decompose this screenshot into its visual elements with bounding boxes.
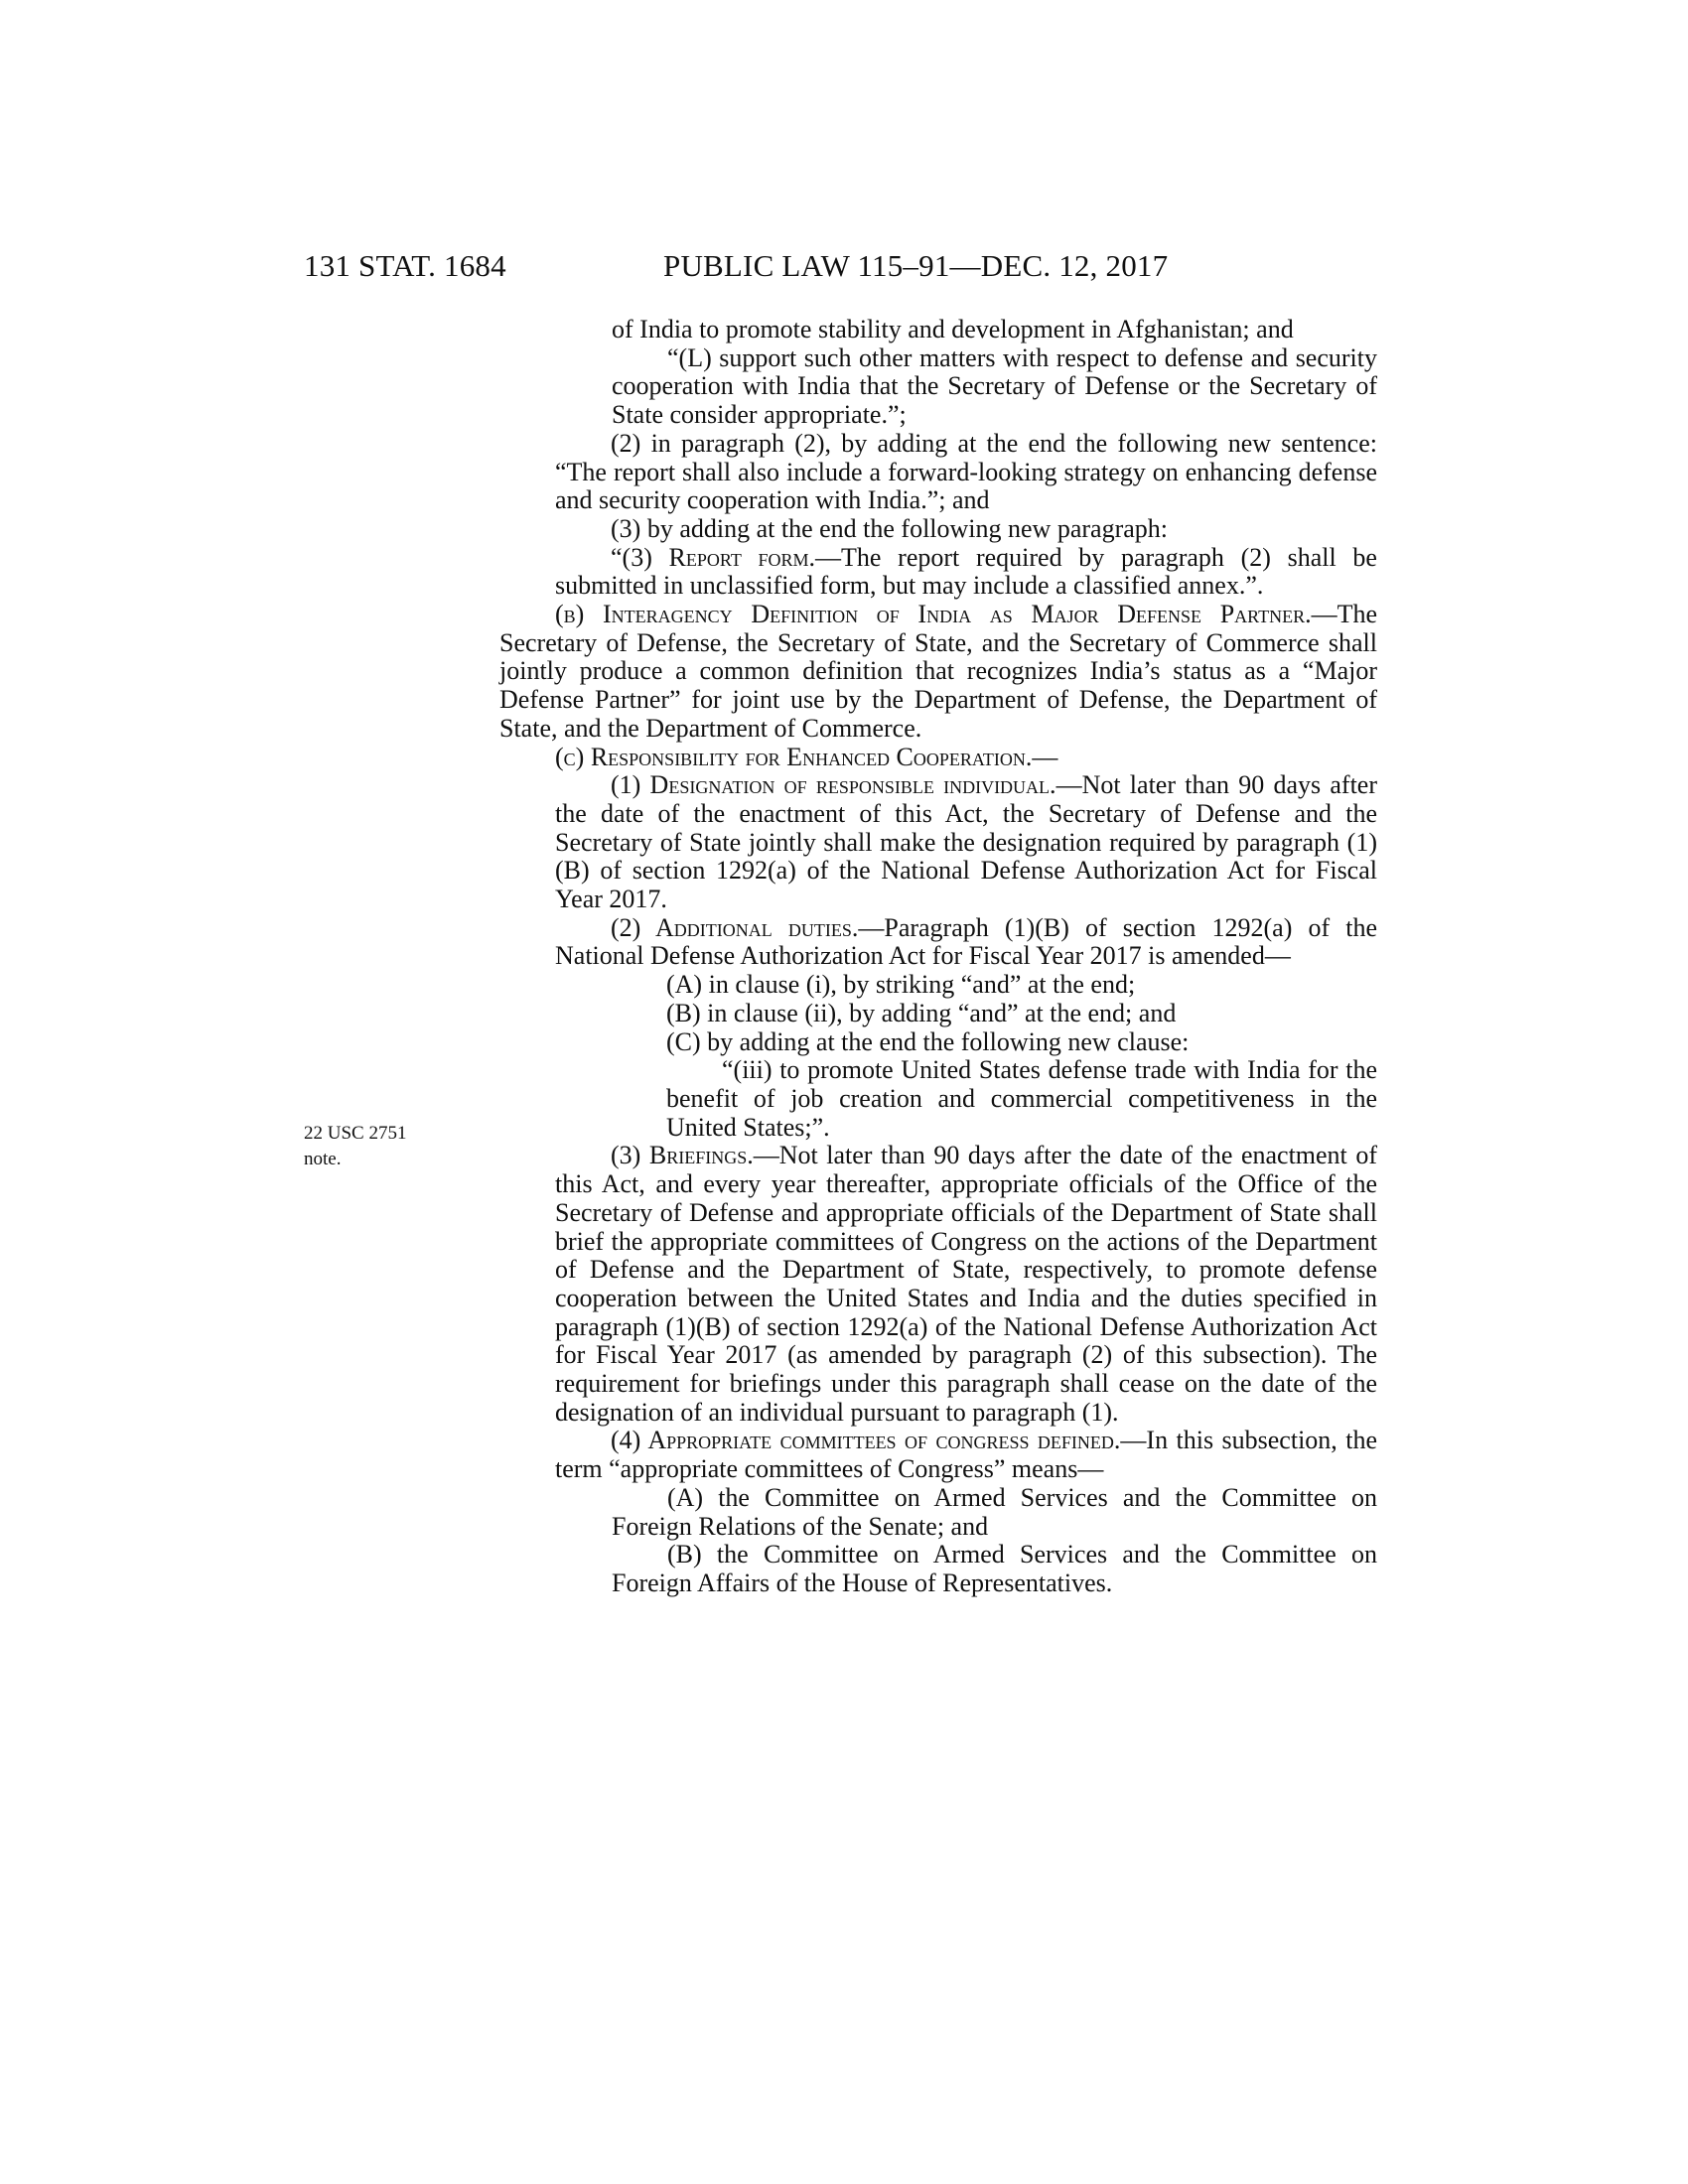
paragraph-heading: (3) Briefings. bbox=[611, 1141, 754, 1170]
paragraph-text: —In this subsection, the term “appropriate committees of Congress” means— bbox=[555, 1426, 1377, 1484]
subparagraph-b: (B) in clause (ii), by adding “and” at the end; and bbox=[666, 998, 1177, 1027]
margin-citation-note bbox=[304, 1121, 502, 1172]
statute-page-number: 131 STAT. 1684 bbox=[304, 248, 506, 283]
public-law-header: PUBLIC LAW 115–91—DEC. 12, 2017 bbox=[663, 248, 1169, 283]
subparagraph-c: (C) by adding at the end the following new clause: bbox=[666, 1026, 1190, 1056]
paragraph-text: —Not later than 90 days after the date of the enactment of this Act, and every year thereafter, appropriate officials of the Office of the Secretary of Defense and appropriate officials of the Department of State shall brief the appropriate committees of Congress on the actions of the Department of Defense and the Department of State, respectively, to promote defense cooperation between the United States and India and the duties specified in paragraph (1)(B) of section 1292(a) of the National Defense Authorization Act for Fiscal Year 2017 (as amended by paragraph (2) of this subsection). The requirement for briefings under this paragraph shall cease on the date of the designation of an individual pursuant to paragraph (1). bbox=[555, 1141, 1377, 1427]
subsection-heading: (b) Interagency Definition of India as Major Defense Partner. bbox=[555, 600, 1312, 629]
subparagraph-l: “(L) support such other matters with respect to defense and security cooperation with India that the Secretary of Defense or the Secretary of State consider appropriate.”; bbox=[612, 342, 1377, 430]
paragraph-c-3 bbox=[555, 1142, 1377, 1427]
subsection-b bbox=[499, 601, 1377, 744]
paragraph-heading: (4) Appropriate committees of congress defined. bbox=[611, 1426, 1121, 1455]
report-form-paragraph bbox=[555, 544, 1377, 601]
paragraph-heading: “(3) Report form. bbox=[611, 542, 816, 572]
paragraph-heading: (1) Designation of responsible individual. bbox=[611, 770, 1056, 800]
paragraph-c-1 bbox=[555, 771, 1377, 914]
paragraph-text: —Paragraph (1)(B) of section 1292(a) of the National Defense Authorization Act for Fiscal Year 2017 is amended— bbox=[555, 912, 1378, 971]
paragraph-continuation: of India to promote stability and development in Afghanistan; and bbox=[612, 315, 1294, 343]
paragraph-c-4 bbox=[555, 1427, 1377, 1483]
paragraph-c-2 bbox=[555, 914, 1377, 971]
subsection-text: — bbox=[1032, 742, 1058, 771]
subsection-c bbox=[499, 744, 1377, 772]
definition-item-a: (A) the Committee on Armed Services and the Committee on Foreign Relations of the Senate; and bbox=[612, 1482, 1377, 1541]
subsection-text: —The Secretary of Defense, the Secretary of State, and the Secretary of Commerce shall jointly produce a common definition that recognizes India’s status as a “Major Defense Partner” for joint use by the Department of Defense, the Department of State, and the Department of Commerce. bbox=[499, 600, 1377, 743]
subsection-heading: (c) Responsibility for Enhanced Cooperation. bbox=[555, 742, 1033, 771]
margin-citation-line: 22 USC 2751 bbox=[304, 1123, 407, 1144]
subparagraph-a: (A) in clause (i), by striking “and” at the end; bbox=[666, 970, 1136, 1000]
paragraph-text: —Not later than 90 days after the date of the enactment of this Act, the Secretary of Defense and the Secretary of State jointly shall make the designation required by paragraph (1)(B) of section 1292(a) of the National Defense Authorization Act for Fiscal Year 2017. bbox=[555, 770, 1377, 914]
paragraph-text: —The report required by paragraph (2) shall be submitted in unclassified form, but may include a classified annex.”. bbox=[555, 542, 1377, 601]
amendment-paragraph-3: (3) by adding at the end the following new paragraph: bbox=[611, 513, 1168, 543]
statute-body-text bbox=[499, 316, 1377, 1598]
clause-iii: “(iii) to promote United States defense trade with India for the benefit of job creation and commercial competitiveness in the United States;”. bbox=[666, 1055, 1377, 1142]
amendment-paragraph-2: (2) in paragraph (2), by adding at the end the following new sentence: “The report shall also include a forward-looking strategy on enhancing defense and security cooperation with India.”; and bbox=[555, 428, 1377, 515]
definition-item-b: (B) the Committee on Armed Services and the Committee on Foreign Affairs of the House of Representatives. bbox=[612, 1540, 1377, 1597]
paragraph-heading: (2) Additional duties. bbox=[611, 912, 859, 942]
margin-citation-line: note. bbox=[304, 1149, 342, 1169]
